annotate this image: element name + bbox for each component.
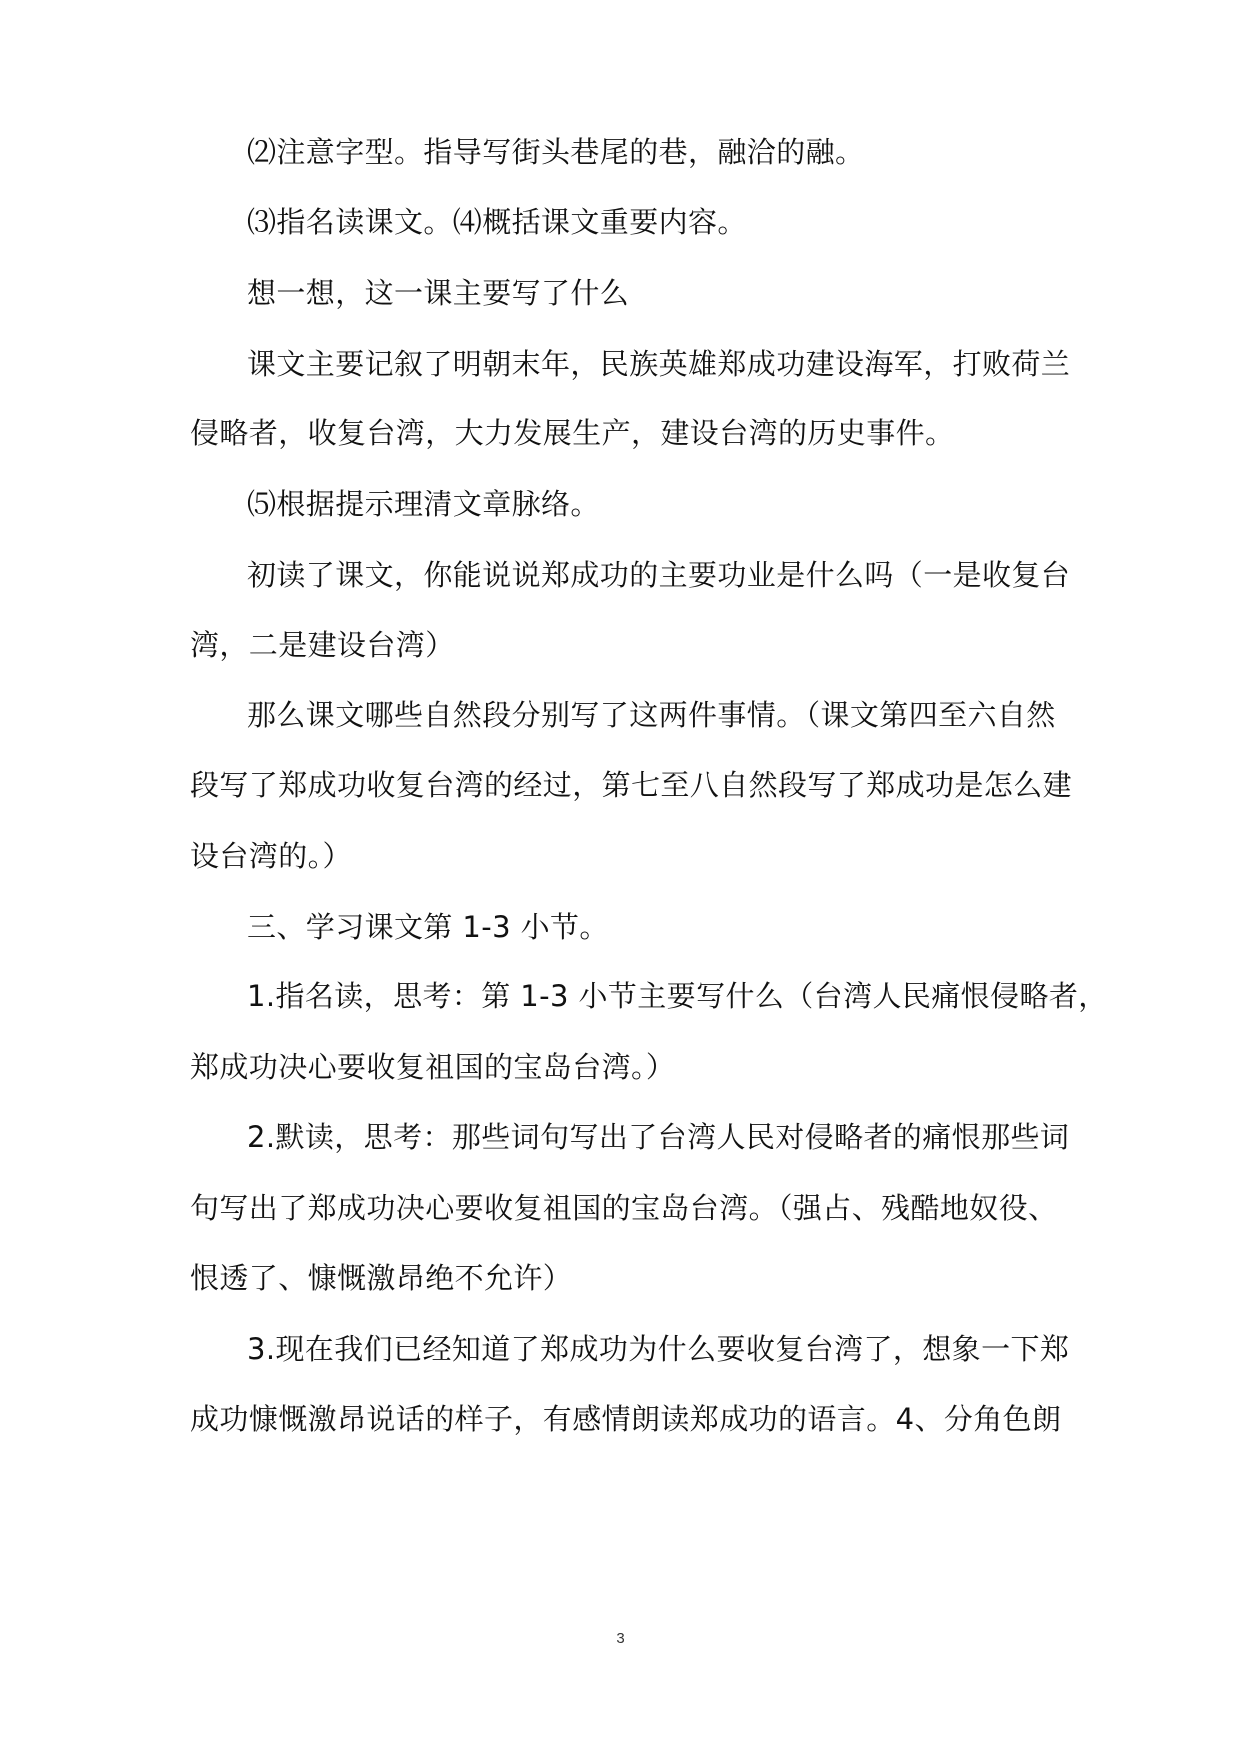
text-line: 课文主要记叙了明朝末年，民族英雄郑成功建设海军，打败荷兰 [247,347,1071,381]
text-line: 侵略者，收复台湾，大力发展生产，建设台湾的历史事件。 [190,416,955,450]
text-line: ⑶指名读课文。⑷概括课文重要内容。 [247,205,747,239]
text-line: 2.默读，思考：那些词句写出了台湾人民对侵略者的痛恨那些词 [247,1120,1070,1154]
text-line: 成功慷慨激昂说话的样子，有感情朗读郑成功的语言。4、分角色朗 [190,1402,1062,1436]
text-line: 句写出了郑成功决心要收复祖国的宝岛台湾。（强占、残酷地奴役、 [190,1191,1058,1225]
text-line: 恨透了、慷慨激昂绝不允许） [190,1261,573,1295]
text-line: 3.现在我们已经知道了郑成功为什么要收复台湾了，想象一下郑 [247,1332,1070,1366]
text-line: 1.指名读，思考：第 1-3 小节主要写什么（台湾人民痛恨侵略者， [247,979,1108,1013]
text-line: ⑵注意字型。指导写街头巷尾的巷，融洽的融。 [247,135,865,169]
text-line: ⑸根据提示理清文章脉络。 [247,487,600,521]
page-number: 3 [616,1630,625,1647]
text-line: 三、学习课文第 1-3 小节。 [247,910,609,944]
text-line: 初读了课文，你能说说郑成功的主要功业是什么吗（一是收复台 [247,558,1071,592]
text-line: 那么课文哪些自然段分别写了这两件事情。（课文第四至六自然 [247,698,1056,732]
text-line: 湾，二是建设台湾） [190,628,455,662]
text-line: 郑成功决心要收复祖国的宝岛台湾。） [190,1050,676,1084]
text-line: 设台湾的。） [190,839,352,873]
text-line: 段写了郑成功收复台湾的经过，第七至八自然段写了郑成功是怎么建 [190,768,1073,802]
text-line: 想一想，这一课主要写了什么 [247,276,630,310]
